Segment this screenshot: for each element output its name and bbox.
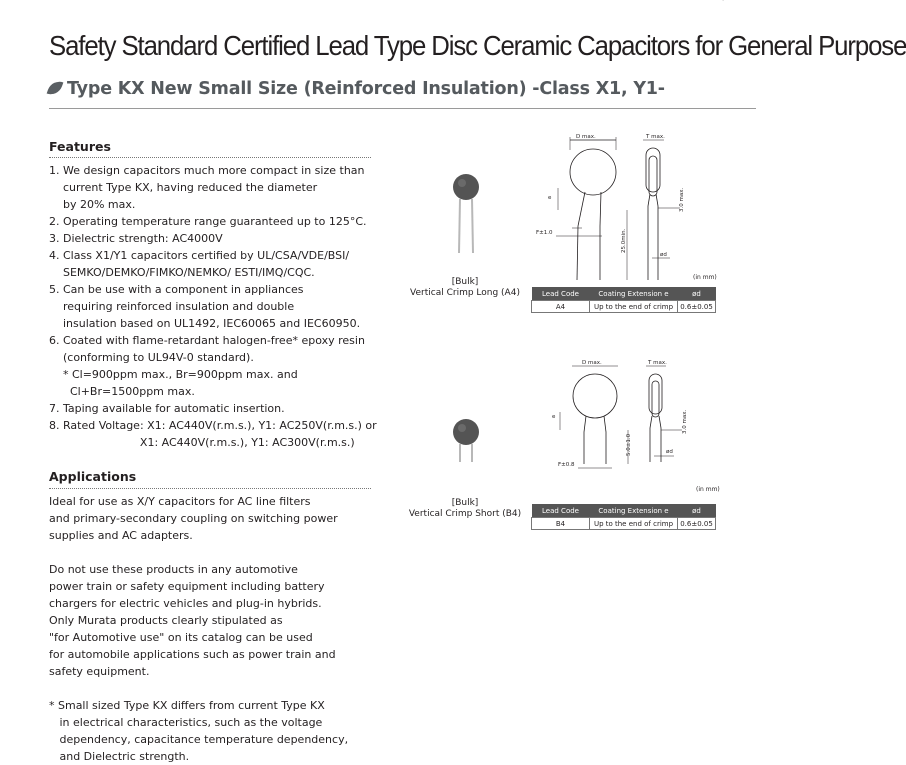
b4-td-phi: 0.6±0.05 xyxy=(678,518,716,530)
a4-len-label: 25.0min. xyxy=(621,228,627,253)
caption-b4-line1: [Bulk] xyxy=(451,498,479,508)
application-line: safety equipment. xyxy=(49,665,150,678)
caption-a4 xyxy=(410,277,520,299)
a4-phi-label: ød xyxy=(660,252,667,258)
a4-th-phi: ød xyxy=(678,287,716,301)
applications-para-3 xyxy=(49,697,348,765)
b4-len-label: 5.0±1.0 xyxy=(626,433,632,456)
application-note-line: in electrical characteristics, such as the voltage xyxy=(49,716,323,729)
feature-line: 1. We design capacitors much more compact in size than xyxy=(49,164,365,177)
page-subtitle xyxy=(49,79,665,99)
unit-a4: (in mm) xyxy=(693,274,717,281)
feature-line: 8. Rated Voltage: X1: AC440V(r.m.s.), Y1: AC250V(r.m.s.) or xyxy=(49,419,377,432)
a4-t-label: T max. xyxy=(646,134,665,140)
applications-divider xyxy=(49,488,371,489)
feature-line: (conforming to UL94V-0 standard). xyxy=(49,351,254,364)
b4-td-lead: B4 xyxy=(532,518,590,530)
a4-td-coat: Up to the end of crimp xyxy=(590,301,678,313)
application-line: chargers for electric vehicles and plug-in hybrids. xyxy=(49,597,322,610)
page-title: Safety Standard Certified Lead Type Disc Ceramic Capacitors for General Purpose xyxy=(49,30,906,61)
b4-e-label: e xyxy=(552,414,556,420)
feature-line: 6. Coated with flame-retardant halogen-free* epoxy resin xyxy=(49,334,365,347)
unit-b4: (in mm) xyxy=(696,486,720,493)
features-list xyxy=(49,162,377,451)
application-line: power train or safety equipment including battery xyxy=(49,580,325,593)
subtitle-rule xyxy=(49,108,756,109)
capacitor-photo-a4 xyxy=(448,173,484,257)
a4-d-label: D max. xyxy=(576,134,596,140)
b4-t-label: T max. xyxy=(648,360,667,366)
feature-line: * Cl=900ppm max., Br=900ppm max. and xyxy=(49,368,298,381)
b4-f-label: F±0.8 xyxy=(558,462,575,468)
feature-line: 2. Operating temperature range guaranteed up to 125°C. xyxy=(49,215,367,228)
a4-tval-label: 3.0 max. xyxy=(679,187,685,212)
caption-b4 xyxy=(405,498,525,520)
applications-heading: Applications xyxy=(49,469,137,484)
b4-tval-label: 3.0 max. xyxy=(682,409,688,434)
a4-th-lead: Lead Code xyxy=(532,287,590,301)
feature-line: insulation based on UL1492, IEC60065 and IEC60950. xyxy=(49,317,361,330)
corner-code xyxy=(712,0,765,1)
leaf-icon xyxy=(47,78,64,97)
caption-a4-line2: Vertical Crimp Long (A4) xyxy=(410,288,520,298)
application-line: for automobile applications such as power train and xyxy=(49,648,336,661)
a4-e-label: e xyxy=(548,195,552,201)
application-line: supplies and AC adapters. xyxy=(49,529,193,542)
b4-th-phi: ød xyxy=(678,504,716,518)
application-note-line: * Small sized Type KX differs from current Type KX xyxy=(49,699,325,712)
subtitle-text: Type KX New Small Size (Reinforced Insulation) -Class X1, Y1- xyxy=(67,79,665,99)
table-b4 xyxy=(531,504,716,530)
a4-td-lead: A4 xyxy=(532,301,590,313)
dimension-drawing-b4 xyxy=(540,354,710,478)
application-line: Only Murata products clearly stipulated as xyxy=(49,614,283,627)
features-divider xyxy=(49,157,371,158)
feature-line: 3. Dielectric strength: AC4000V xyxy=(49,232,223,245)
table-a4 xyxy=(531,287,716,313)
b4-td-coat: Up to the end of crimp xyxy=(590,518,678,530)
a4-th-coat: Coating Extension e xyxy=(590,287,678,301)
caption-b4-line2: Vertical Crimp Short (B4) xyxy=(408,509,522,519)
a4-f-label: F±1.0 xyxy=(536,230,553,236)
application-line: and primary-secondary coupling on switching power xyxy=(49,512,338,525)
application-note-line: and Dielectric strength. xyxy=(49,750,190,763)
applications-para-2 xyxy=(49,561,336,680)
feature-line: 4. Class X1/Y1 capacitors certified by UL/CSA/VDE/BSI/ xyxy=(49,249,350,262)
features-heading: Features xyxy=(49,139,111,154)
b4-phi-label: ød xyxy=(666,449,673,455)
feature-line: requiring reinforced insulation and double xyxy=(49,300,295,313)
feature-line: current Type KX, having reduced the diameter xyxy=(49,181,318,194)
feature-line: 5. Can be use with a component in appliances xyxy=(49,283,304,296)
feature-line: Cl+Br=1500ppm max. xyxy=(49,385,195,398)
application-line: Ideal for use as X/Y capacitors for AC line filters xyxy=(49,495,311,508)
feature-line: 7. Taping available for automatic insertion. xyxy=(49,402,285,415)
dimension-drawing-a4 xyxy=(530,128,730,292)
a4-td-phi: 0.6±0.05 xyxy=(678,301,716,313)
application-line: "for Automotive use" on its catalog can be used xyxy=(49,631,313,644)
caption-a4-line1: [Bulk] xyxy=(451,277,479,287)
feature-line: SEMKO/DEMKO/FIMKO/NEMKO/ ESTI/IMQ/CQC. xyxy=(49,266,315,279)
feature-line: by 20% max. xyxy=(49,198,136,211)
b4-d-label: D max. xyxy=(582,360,602,366)
capacitor-photo-b4 xyxy=(448,418,484,466)
application-line: Do not use these products in any automotive xyxy=(49,563,298,576)
feature-line: X1: AC440V(r.m.s.), Y1: AC300V(r.m.s.) xyxy=(49,436,355,449)
application-note-line: dependency, capacitance temperature dependency, xyxy=(49,733,349,746)
b4-th-coat: Coating Extension e xyxy=(590,504,678,518)
applications-para-1 xyxy=(49,493,338,544)
b4-th-lead: Lead Code xyxy=(532,504,590,518)
